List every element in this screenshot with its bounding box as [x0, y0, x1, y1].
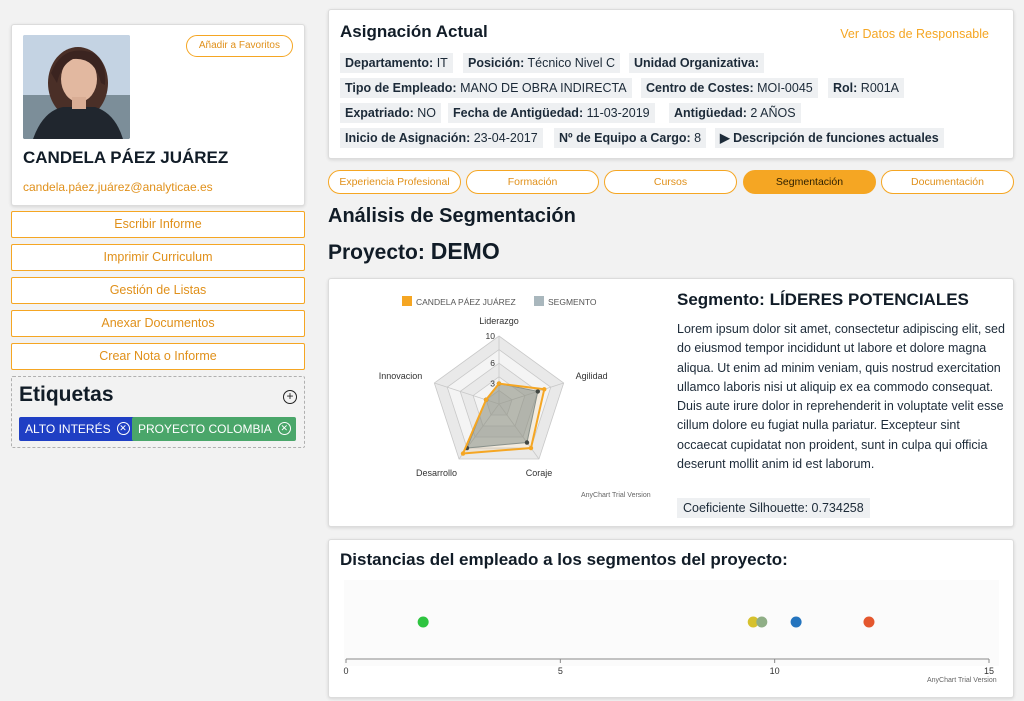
tab-formacion[interactable]: Formación	[466, 170, 599, 194]
legend-swatch	[534, 296, 544, 306]
assignment-title: Asignación Actual	[340, 22, 488, 41]
legend-swatch	[402, 296, 412, 306]
radar-axis-label: Coraje	[525, 468, 553, 479]
tab-cursos[interactable]: Cursos	[604, 170, 737, 194]
tag-alto-interes	[19, 417, 135, 441]
radar-data-point[interactable]	[484, 398, 488, 402]
tab-documentacion[interactable]: Documentación	[881, 170, 1014, 194]
distances-title: Distancias del empleado a los segmentos del proyecto:	[340, 550, 788, 569]
silhouette-coefficient: Coeficiente Silhouette: 0.734258	[677, 498, 870, 518]
field-fecha-antiguedad: Fecha de Antigüedad: 11-03-2019	[448, 103, 655, 123]
radar-axis-label: Desarrollo	[416, 468, 458, 479]
plus-circle-icon[interactable]: +	[283, 390, 297, 404]
field-antiguedad: Antigüedad: 2 AÑOS	[669, 103, 801, 123]
field-departamento: Departamento: IT	[340, 53, 453, 73]
segment-description: Lorem ipsum dolor sit amet, consectetur adipiscing elit, sed do eiusmod tempor incididunt ut labore et dolore magna aliqua. Ut enim ad minim veniam, quis nostrud exercitation ullamco laboris nisi ut aliquip ex ea commodo consequat. Duis aute irure dolor in reprehenderit in voluptate velit esse cillum dolore eu fugiat nulla pariatur. Excepteur sint occaecat cupidatat non proident, sunt in culpa qui officia deserunt mollit anim id est laborum.	[677, 322, 1005, 472]
chart-watermark: AnyChart Trial Version	[581, 492, 651, 499]
radar-data-point[interactable]	[461, 451, 465, 455]
field-tipo-empleado: Tipo de Empleado: MANO DE OBRA INDIRECTA	[340, 78, 632, 98]
write-report-button[interactable]: Escribir Informe	[11, 211, 305, 238]
tab-segmentacion[interactable]: Segmentación	[743, 170, 876, 194]
tab-experiencia-profesional[interactable]: Experiencia Profesional	[328, 170, 461, 194]
field-equipo-cargo: Nº de Equipo a Cargo: 8	[554, 128, 706, 148]
radar-axis-label: Agilidad	[575, 370, 608, 381]
remove-tag-icon[interactable]: ✕	[278, 422, 291, 435]
create-note-button[interactable]: Crear Nota o Informe	[11, 343, 305, 370]
radar-tick-label: 3	[490, 378, 495, 389]
field-inicio-asignacion: Inicio de Asignación: 23-04-2017	[340, 128, 543, 148]
avatar	[23, 35, 130, 139]
field-centro-costes: Centro de Costes: MOI-0045	[641, 78, 818, 98]
tag-label: PROYECTO COLOMBIA	[138, 422, 272, 436]
tags-panel	[11, 376, 305, 448]
attach-documents-button[interactable]: Anexar Documentos	[11, 310, 305, 337]
segment-name: Segmento: LÍDERES POTENCIALES	[677, 290, 969, 309]
distance-point[interactable]	[863, 617, 874, 628]
distance-point[interactable]	[791, 617, 802, 628]
radar-axis-label: Liderazgo	[479, 316, 519, 326]
legend-label[interactable]: CANDELA PÁEZ JUÁREZ	[416, 297, 516, 307]
distance-point[interactable]	[418, 617, 429, 628]
remove-tag-icon[interactable]: ✕	[117, 422, 130, 435]
radar-tick-label: 6	[490, 358, 495, 369]
radar-data-point[interactable]	[542, 387, 546, 391]
manage-lists-button[interactable]: Gestión de Listas	[11, 277, 305, 304]
field-expatriado: Expatriado: NO	[340, 103, 441, 123]
tags-title: Etiquetas	[19, 383, 114, 406]
radar-data-point[interactable]	[497, 381, 501, 385]
radar-data-point[interactable]	[529, 446, 533, 450]
print-cv-button[interactable]: Imprimir Curriculum	[11, 244, 305, 271]
field-posicion: Posición: Técnico Nivel C	[463, 53, 620, 73]
functions-description-toggle[interactable]: ▶ Descripción de funciones actuales	[715, 128, 944, 148]
profile-name: CANDELA PÁEZ JUÁREZ	[23, 148, 229, 167]
segment-card	[328, 278, 1014, 527]
project-title: Proyecto: DEMO	[328, 238, 500, 264]
profile-card	[11, 24, 305, 206]
radar-tick-label: 10	[485, 331, 495, 341]
tag-label: ALTO INTERÉS	[25, 422, 111, 436]
x-tick-label: 5	[557, 666, 563, 676]
distances-card	[328, 539, 1014, 698]
field-rol: Rol: R001A	[828, 78, 904, 98]
assignment-card	[328, 9, 1014, 159]
x-tick-label: 15	[983, 666, 995, 676]
radar-axis-label: Innovacion	[378, 370, 423, 381]
legend-label[interactable]: SEGMENTO	[548, 297, 597, 307]
add-to-favorites-button[interactable]: Añadir a Favoritos	[186, 35, 293, 57]
chart-watermark: AnyChart Trial Version	[927, 677, 997, 684]
profile-email[interactable]: candela.páez.juárez@analyticae.es	[23, 180, 213, 194]
radar-chart	[329, 279, 669, 509]
view-manager-link[interactable]: Ver Datos de Responsable	[840, 27, 989, 41]
tag-proyecto-colombia	[132, 417, 296, 441]
field-unidad: Unidad Organizativa:	[629, 53, 764, 73]
x-tick-label: 0	[343, 666, 349, 676]
segmentation-title: Análisis de Segmentación	[328, 205, 576, 227]
distance-point[interactable]	[756, 617, 767, 628]
x-tick-label: 10	[769, 666, 780, 676]
